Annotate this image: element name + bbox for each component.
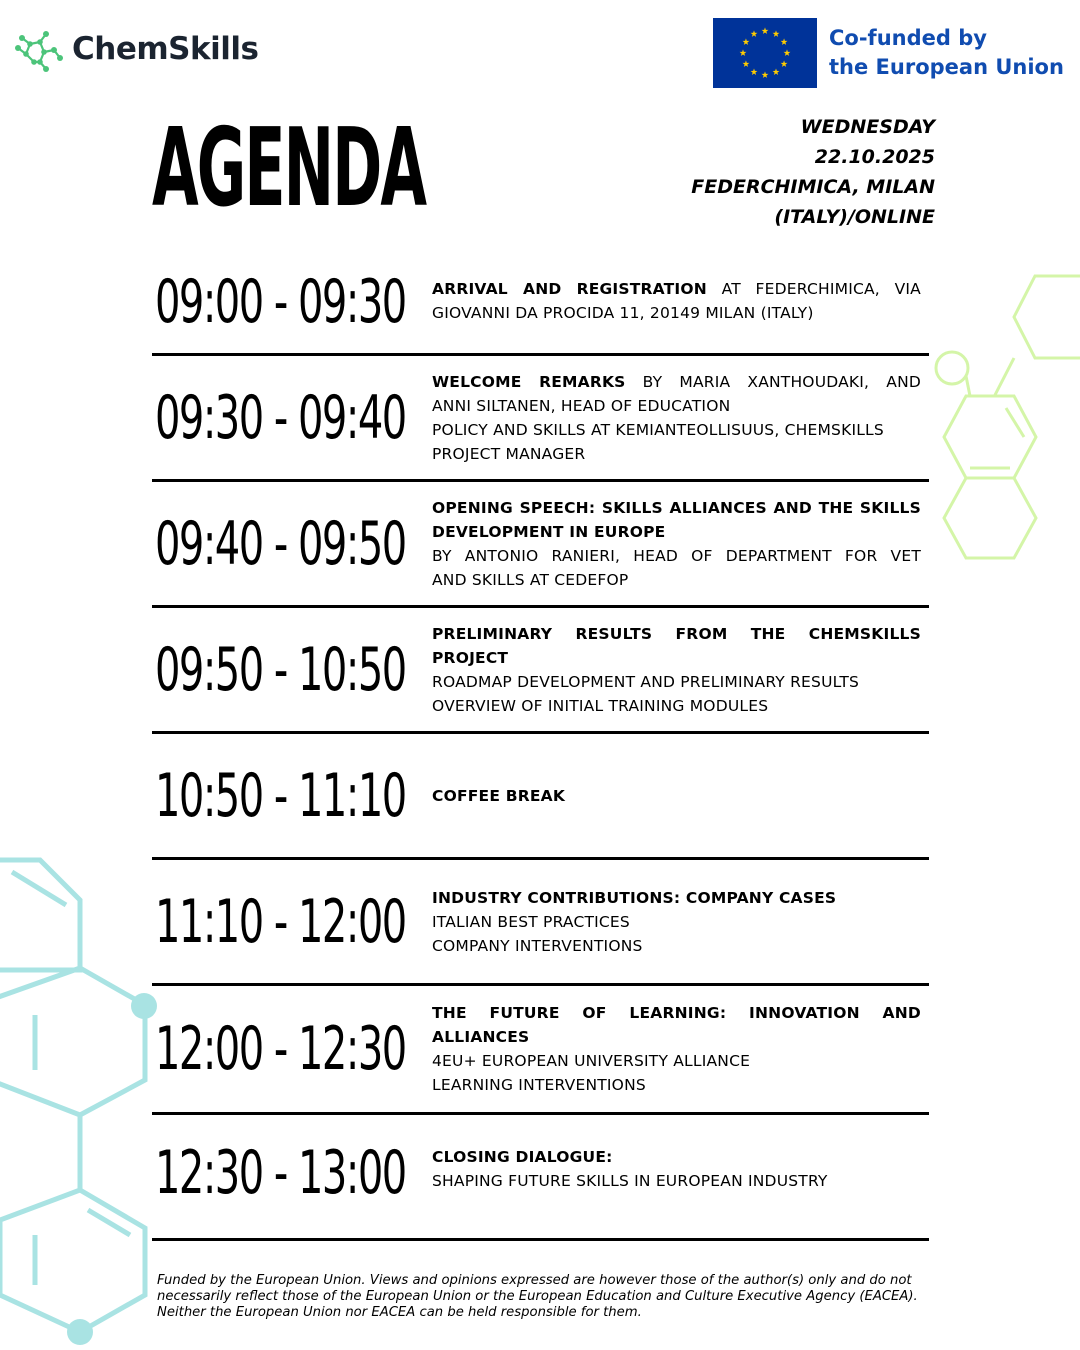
agenda-title: THE FUTURE OF LEARNING: INNOVATION AND [432,1004,921,1022]
agenda-time: 12:00 - 12:30 [154,1014,406,1084]
agenda-time: 12:30 - 13:00 [154,1138,406,1208]
agenda-detail-line: GIOVANNI DA PROCIDA 11, 20149 MILAN (ITALY) [432,303,814,322]
agenda-time: 09:00 - 09:30 [154,266,406,337]
brand-name: ChemSkills [72,31,259,67]
agenda-title-rest: AT FEDERCHIMICA, VIA [706,279,921,298]
agenda-row [152,1115,929,1241]
agenda-title-line [432,277,921,301]
agenda-description [432,622,929,718]
eu-funding-text [829,24,1064,82]
agenda-description [432,277,929,325]
agenda-title: PRELIMINARY RESULTS FROM THE CHEMSKILLS [432,624,921,643]
eu-funding-badge [713,18,1064,88]
agenda-title-line [432,622,921,646]
agenda-title: WELCOME REMARKS [432,372,626,391]
agenda-title-line [432,370,921,394]
agenda-row [152,248,929,356]
agenda-title: INDUSTRY CONTRIBUTIONS: COMPANY CASES [432,888,837,907]
agenda-detail-line: OVERVIEW OF INITIAL TRAINING MODULES [432,696,769,715]
agenda-time: 11:10 - 12:00 [154,886,406,957]
agenda-detail-line: ANNI SILTANEN, HEAD OF EDUCATION [432,396,731,415]
agenda-detail-line: PROJECT MANAGER [432,444,586,463]
agenda-description [432,1001,929,1097]
agenda-time: 09:40 - 09:50 [154,508,406,579]
agenda-title-line [432,496,921,520]
agenda-detail-line: 4EU+ EUROPEAN UNIVERSITY ALLIANCE [432,1052,751,1070]
agenda-title: OPENING SPEECH: SKILLS ALLIANCES AND THE SKILLS [432,498,921,517]
agenda-detail-line: AND SKILLS AT CEDEFOP [432,570,629,589]
agenda-detail-line: ROADMAP DEVELOPMENT AND PRELIMINARY RESULTS [432,672,860,691]
event-mode: (ITALY)/ONLINE [774,206,935,228]
agenda-title-line [432,886,921,910]
agenda-title-line [432,520,921,544]
agenda-detail-line: COMPANY INTERVENTIONS [432,936,643,955]
molecule-decoration-right [930,270,1080,570]
agenda-title-line [432,1025,921,1049]
agenda-title: CLOSING DIALOGUE: [432,1148,613,1166]
agenda-title: COFFEE BREAK [432,786,566,805]
agenda-title-line [432,1145,921,1169]
eu-flag-icon [713,18,817,88]
agenda-description [432,886,929,958]
agenda-description [432,784,929,808]
agenda-row [152,734,929,860]
event-day: WEDNESDAY [800,116,935,138]
agenda-title-line [432,784,921,808]
event-place: FEDERCHIMICA, MILAN [691,176,935,198]
agenda-title: PROJECT [432,648,509,667]
eu-funding-line-1: Co-funded by [829,26,987,50]
agenda-row [152,356,929,482]
agenda-description [432,1145,929,1193]
agenda-time: 10:50 - 11:10 [154,760,406,831]
agenda-row [152,482,929,608]
agenda-row [152,608,929,734]
eu-funding-line-2: the European Union [829,55,1064,79]
agenda-detail-line: ITALIAN BEST PRACTICES [432,912,630,931]
agenda-title: ALLIANCES [432,1028,530,1046]
agenda-detail-line: POLICY AND SKILLS AT KEMIANTEOLLISUUS, CHEMSKILLS [432,420,884,439]
agenda-description [432,370,929,466]
agenda-time: 09:50 - 10:50 [154,634,406,705]
agenda-detail-line: LEARNING INTERVENTIONS [432,1076,646,1094]
molecule-decoration-left [0,850,165,1350]
funding-disclaimer: Funded by the European Union. Views and opinions expressed are however those of the author(s) only and do not necessarily reflect those of the European Union or the European Education and Culture Executive Agency (EACEA). Neither the European Union nor EACEA can be held responsible for them. [157,1273,918,1320]
event-info [691,112,935,232]
agenda-title: ARRIVAL AND REGISTRATION [432,279,707,298]
agenda-title-rest: BY MARIA XANTHOUDAKI, AND [625,372,922,391]
agenda-time: 09:30 - 09:40 [154,382,406,453]
agenda-detail-line: SHAPING FUTURE SKILLS IN EUROPEAN INDUSTRY [432,1172,828,1190]
agenda-list [152,248,929,1241]
chemskills-brand [12,24,258,74]
agenda-title-line [432,646,921,670]
agenda-detail-line: BY ANTONIO RANIERI, HEAD OF DEPARTMENT FOR VET [432,546,921,565]
event-date: 22.10.2025 [814,146,935,168]
page-title: AGENDA [152,106,426,231]
agenda-title-line [432,1001,921,1025]
agenda-row [152,986,929,1115]
chemskills-logo-icon [12,24,64,74]
agenda-row [152,860,929,986]
agenda-title: DEVELOPMENT IN EUROPE [432,522,666,541]
agenda-description [432,496,929,592]
